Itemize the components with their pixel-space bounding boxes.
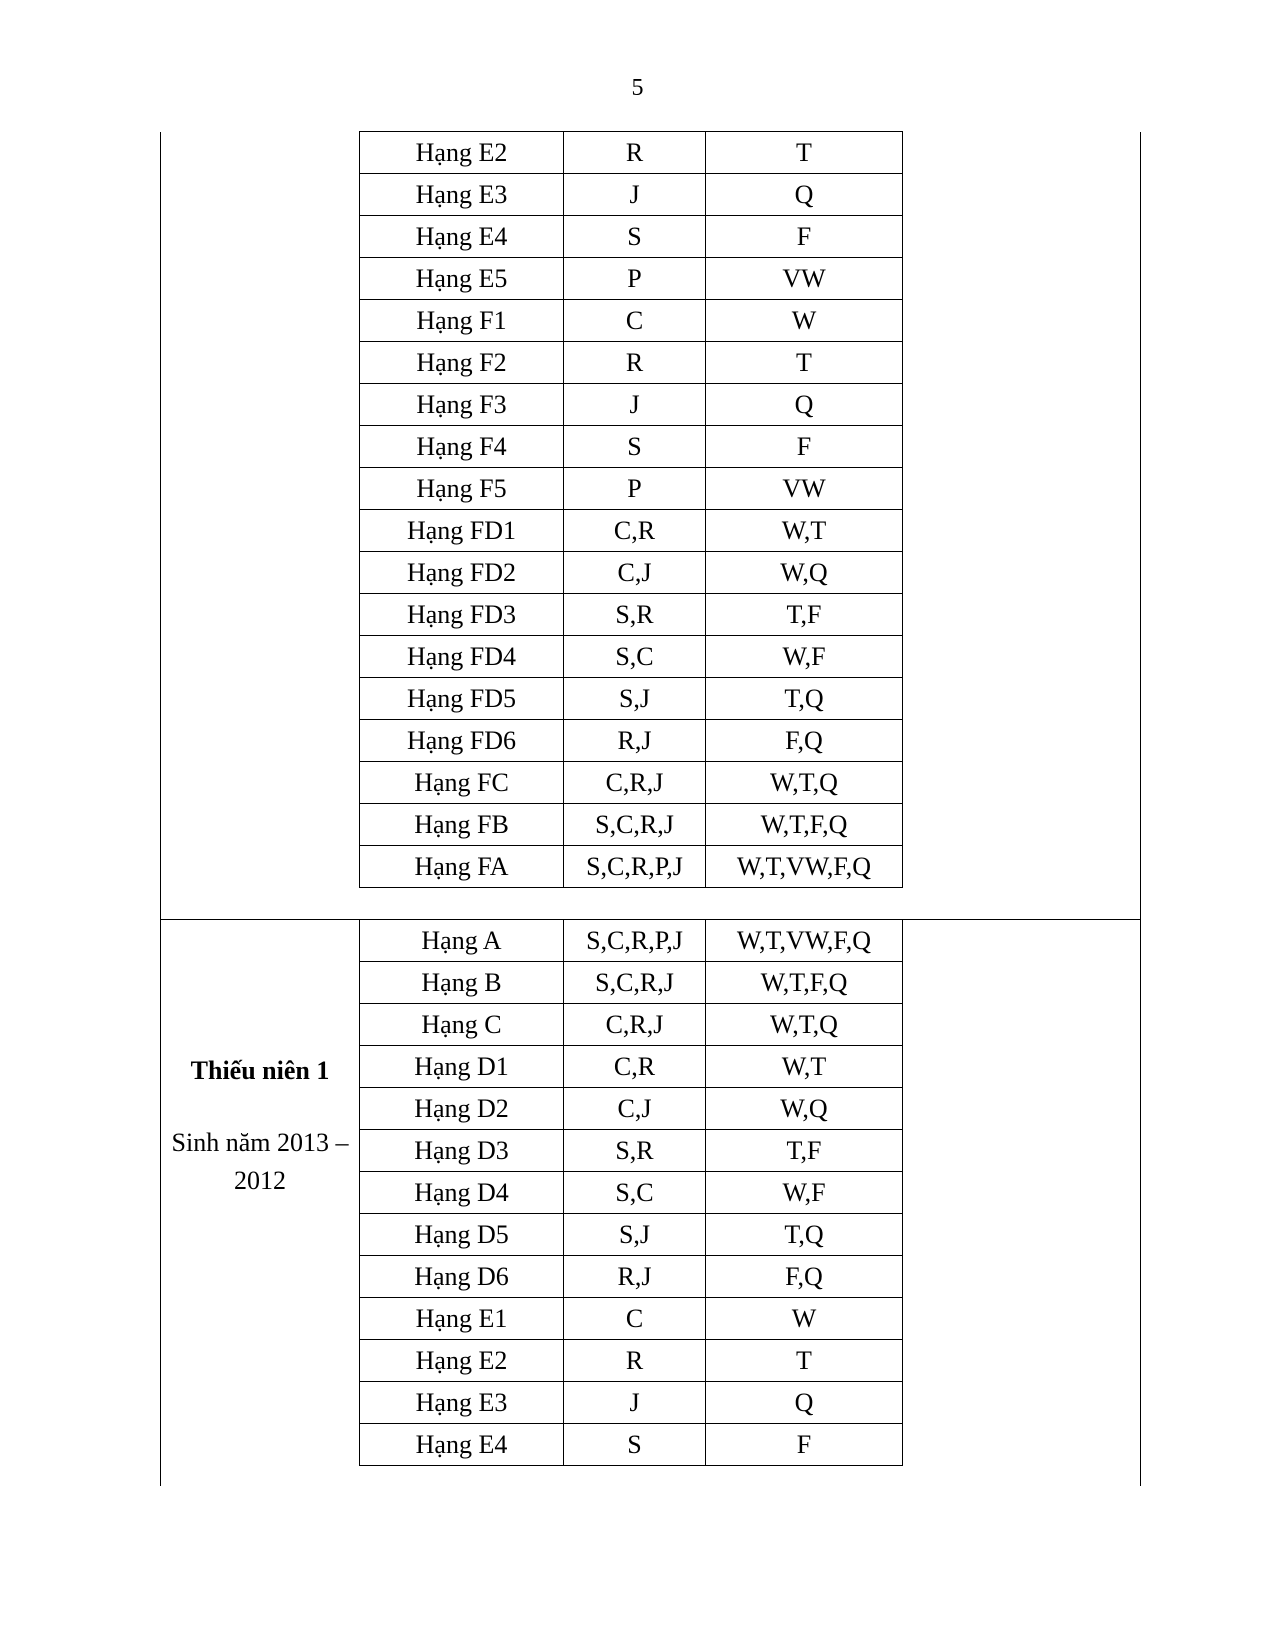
- event-code-alt-cell: W: [706, 300, 903, 342]
- group-subtitle: Sinh năm 2013 – 2012: [171, 1128, 349, 1195]
- table-row: [360, 1088, 903, 1130]
- event-code-cell: C,R: [564, 510, 706, 552]
- event-code-cell: C,R: [564, 1046, 706, 1088]
- event-code-cell: C,J: [564, 552, 706, 594]
- category-cell: Hạng FB: [360, 804, 564, 846]
- event-code-alt-cell: W,T,Q: [706, 762, 903, 804]
- event-code-cell: R,J: [564, 720, 706, 762]
- event-code-alt-cell: F,Q: [706, 1256, 903, 1298]
- event-code-cell: R: [564, 342, 706, 384]
- event-code-cell: S,C: [564, 636, 706, 678]
- table-row: [360, 962, 903, 1004]
- category-cell: Hạng E4: [360, 216, 564, 258]
- table-row: [360, 1172, 903, 1214]
- table-row: [360, 678, 903, 720]
- event-code-cell: S,J: [564, 678, 706, 720]
- category-cell: Hạng F5: [360, 468, 564, 510]
- event-code-cell: S,C,R,P,J: [564, 920, 706, 962]
- table-row: [360, 342, 903, 384]
- event-code-cell: C,R,J: [564, 1004, 706, 1046]
- table-row: [360, 1424, 903, 1466]
- table-row: [360, 426, 903, 468]
- event-code-alt-cell: Q: [706, 174, 903, 216]
- category-cell: Hạng D6: [360, 1256, 564, 1298]
- event-code-cell: S,C: [564, 1172, 706, 1214]
- event-code-alt-cell: F: [706, 1424, 903, 1466]
- event-code-cell: S: [564, 216, 706, 258]
- event-code-cell: C,R,J: [564, 762, 706, 804]
- group-title: Thiếu niên 1: [190, 1056, 330, 1085]
- category-cell: Hạng E1: [360, 1298, 564, 1340]
- event-code-alt-cell: W,Q: [706, 1088, 903, 1130]
- category-cell: Hạng FA: [360, 846, 564, 888]
- table-row: [360, 1340, 903, 1382]
- category-cell: Hạng B: [360, 962, 564, 1004]
- category-cell: Hạng D3: [360, 1130, 564, 1172]
- event-code-alt-cell: T: [706, 342, 903, 384]
- event-code-cell: C,J: [564, 1088, 706, 1130]
- table-row: [360, 1298, 903, 1340]
- category-cell: Hạng E3: [360, 1382, 564, 1424]
- event-code-alt-cell: W: [706, 1298, 903, 1340]
- table-row: [360, 216, 903, 258]
- table-row: [360, 1214, 903, 1256]
- category-cell: Hạng E4: [360, 1424, 564, 1466]
- category-cell: Hạng E5: [360, 258, 564, 300]
- category-cell: Hạng D1: [360, 1046, 564, 1088]
- table-row: [360, 920, 903, 962]
- category-cell: Hạng E2: [360, 1340, 564, 1382]
- event-code-cell: S,J: [564, 1214, 706, 1256]
- event-code-cell: S: [564, 1424, 706, 1466]
- event-code-alt-cell: T,Q: [706, 1214, 903, 1256]
- table-row: [360, 594, 903, 636]
- category-cell: Hạng F4: [360, 426, 564, 468]
- event-code-alt-cell: Q: [706, 1382, 903, 1424]
- category-cell: Hạng E2: [360, 132, 564, 174]
- category-cell: Hạng FD2: [360, 552, 564, 594]
- table-row: [360, 174, 903, 216]
- event-code-alt-cell: W,Q: [706, 552, 903, 594]
- top-category-table: [359, 131, 903, 888]
- event-code-cell: S: [564, 426, 706, 468]
- category-cell: Hạng A: [360, 920, 564, 962]
- event-code-alt-cell: W,T,F,Q: [706, 962, 903, 1004]
- category-cell: Hạng F3: [360, 384, 564, 426]
- event-code-cell: J: [564, 384, 706, 426]
- table-row: [360, 468, 903, 510]
- event-code-alt-cell: T: [706, 1340, 903, 1382]
- table-row: [360, 720, 903, 762]
- outer-right-border: [1140, 132, 1141, 1486]
- event-code-cell: S,C,R,J: [564, 804, 706, 846]
- table-row: [360, 510, 903, 552]
- table-row: [360, 1004, 903, 1046]
- event-code-alt-cell: T,F: [706, 594, 903, 636]
- event-code-alt-cell: W,T: [706, 1046, 903, 1088]
- category-cell: Hạng E3: [360, 174, 564, 216]
- category-cell: Hạng FD3: [360, 594, 564, 636]
- category-cell: Hạng FD4: [360, 636, 564, 678]
- event-code-alt-cell: T: [706, 132, 903, 174]
- event-code-alt-cell: F: [706, 426, 903, 468]
- category-cell: Hạng D2: [360, 1088, 564, 1130]
- event-code-cell: S,C,R,J: [564, 962, 706, 1004]
- page-number: 5: [631, 75, 644, 101]
- table-row: [360, 1046, 903, 1088]
- category-cell: Hạng FD5: [360, 678, 564, 720]
- category-cell: Hạng D4: [360, 1172, 564, 1214]
- table-row: [360, 636, 903, 678]
- table-row: [360, 132, 903, 174]
- event-code-alt-cell: W,T,Q: [706, 1004, 903, 1046]
- event-code-alt-cell: W,F: [706, 1172, 903, 1214]
- event-code-alt-cell: F,Q: [706, 720, 903, 762]
- table-row: [360, 384, 903, 426]
- event-code-cell: R: [564, 1340, 706, 1382]
- event-code-cell: C: [564, 1298, 706, 1340]
- category-cell: Hạng D5: [360, 1214, 564, 1256]
- event-code-cell: P: [564, 468, 706, 510]
- event-code-cell: C: [564, 300, 706, 342]
- category-cell: Hạng FC: [360, 762, 564, 804]
- category-cell: Hạng F1: [360, 300, 564, 342]
- table-row: [360, 258, 903, 300]
- event-code-cell: J: [564, 1382, 706, 1424]
- event-code-alt-cell: W,T,VW,F,Q: [706, 846, 903, 888]
- event-code-alt-cell: T,Q: [706, 678, 903, 720]
- event-code-cell: S,R: [564, 594, 706, 636]
- event-code-alt-cell: Q: [706, 384, 903, 426]
- category-cell: Hạng FD1: [360, 510, 564, 552]
- event-code-cell: J: [564, 174, 706, 216]
- event-code-alt-cell: F: [706, 216, 903, 258]
- table-row: [360, 1256, 903, 1298]
- table-row: [360, 300, 903, 342]
- table-row: [360, 552, 903, 594]
- event-code-cell: R: [564, 132, 706, 174]
- category-cell: Hạng F2: [360, 342, 564, 384]
- event-code-alt-cell: W,T,VW,F,Q: [706, 920, 903, 962]
- event-code-alt-cell: W,F: [706, 636, 903, 678]
- event-code-alt-cell: T,F: [706, 1130, 903, 1172]
- group-label: [160, 1052, 360, 1200]
- event-code-cell: S,R: [564, 1130, 706, 1172]
- event-code-alt-cell: W,T,F,Q: [706, 804, 903, 846]
- table-row: [360, 762, 903, 804]
- table-row: [360, 846, 903, 888]
- category-cell: Hạng FD6: [360, 720, 564, 762]
- event-code-cell: R,J: [564, 1256, 706, 1298]
- table-row: [360, 1130, 903, 1172]
- event-code-cell: S,C,R,P,J: [564, 846, 706, 888]
- table-row: [360, 1382, 903, 1424]
- table-row: [360, 804, 903, 846]
- bottom-category-table: [359, 919, 903, 1466]
- event-code-alt-cell: VW: [706, 468, 903, 510]
- outer-left-border: [160, 132, 161, 1486]
- event-code-alt-cell: VW: [706, 258, 903, 300]
- category-cell: Hạng C: [360, 1004, 564, 1046]
- event-code-cell: P: [564, 258, 706, 300]
- event-code-alt-cell: W,T: [706, 510, 903, 552]
